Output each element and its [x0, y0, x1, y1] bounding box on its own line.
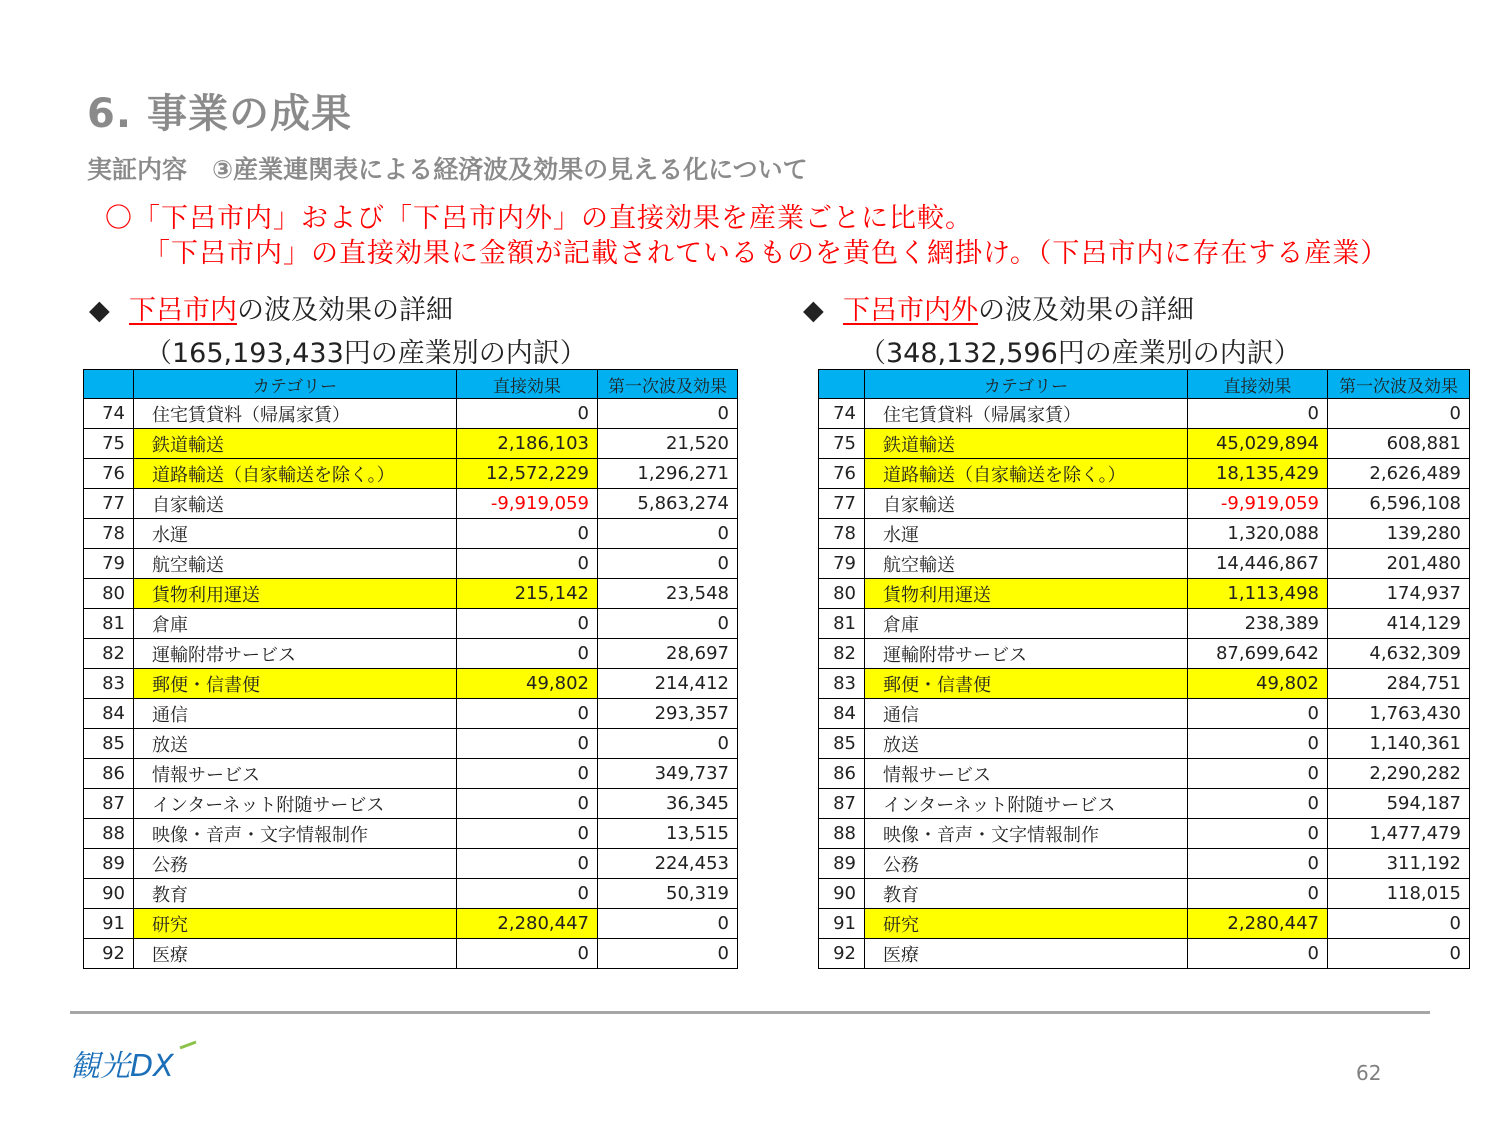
- row-number: 75: [84, 429, 134, 459]
- category-cell: 航空輸送: [865, 549, 1188, 579]
- category-cell: 自家輸送: [865, 489, 1188, 519]
- direct-effect-cell: 0: [1188, 699, 1328, 729]
- header-category: カテゴリー: [865, 370, 1188, 399]
- table-row: [84, 789, 738, 819]
- first-ripple-effect-cell: 0: [1328, 909, 1470, 939]
- row-number: 90: [84, 879, 134, 909]
- row-number: 87: [84, 789, 134, 819]
- first-ripple-effect-cell: 201,480: [1328, 549, 1470, 579]
- note-line-1: 〇「下呂市内」および「下呂市内外」の直接効果を産業ごとに比較。: [105, 203, 973, 234]
- category-cell: インターネット附随サービス: [134, 789, 457, 819]
- row-number: 83: [84, 669, 134, 699]
- direct-effect-cell: 0: [457, 639, 598, 669]
- kanko-dx-logo-mark: [70, 1040, 200, 1086]
- table-row: [819, 789, 1470, 819]
- header-direct-effect: 直接効果: [457, 370, 598, 399]
- table-row: [84, 579, 738, 609]
- direct-effect-cell: 0: [1188, 399, 1328, 429]
- table-row: [84, 459, 738, 489]
- direct-effect-cell: 0: [457, 939, 598, 969]
- category-cell: 道路輸送（自家輸送を除く。）: [134, 459, 457, 489]
- category-cell: 鉄道輸送: [865, 429, 1188, 459]
- table-row: [819, 819, 1470, 849]
- table-row: [84, 759, 738, 789]
- right-effects-table: [818, 369, 1470, 969]
- table-row: [819, 939, 1470, 969]
- direct-effect-cell: 0: [1188, 819, 1328, 849]
- first-ripple-effect-cell: 608,881: [1328, 429, 1470, 459]
- category-cell: 研究: [134, 909, 457, 939]
- row-number: 89: [819, 849, 865, 879]
- table-row: [84, 849, 738, 879]
- category-cell: 自家輸送: [134, 489, 457, 519]
- table-row: [819, 609, 1470, 639]
- direct-effect-cell: 14,446,867: [1188, 549, 1328, 579]
- category-cell: 運輸附帯サービス: [865, 639, 1188, 669]
- category-cell: 貨物利用運送: [865, 579, 1188, 609]
- direct-effect-cell: 49,802: [457, 669, 598, 699]
- first-ripple-effect-cell: 349,737: [598, 759, 738, 789]
- category-cell: 通信: [134, 699, 457, 729]
- row-number: 87: [819, 789, 865, 819]
- direct-effect-cell: 2,186,103: [457, 429, 598, 459]
- table-row: [84, 729, 738, 759]
- row-number: 77: [819, 489, 865, 519]
- table-row: [819, 729, 1470, 759]
- direct-effect-cell: 0: [457, 789, 598, 819]
- first-ripple-effect-cell: 6,596,108: [1328, 489, 1470, 519]
- row-number: 80: [819, 579, 865, 609]
- direct-effect-cell: 215,142: [457, 579, 598, 609]
- right-section-heading: [803, 288, 1301, 370]
- category-cell: 医療: [865, 939, 1188, 969]
- page-title: 6. 事業の成果: [87, 91, 352, 137]
- category-cell: 貨物利用運送: [134, 579, 457, 609]
- category-cell: 倉庫: [865, 609, 1188, 639]
- header-first-ripple-effect: 第一次波及効果: [1328, 370, 1470, 399]
- kanko-dx-logo: [70, 1040, 200, 1086]
- direct-effect-cell: 2,280,447: [1188, 909, 1328, 939]
- direct-effect-cell: 49,802: [1188, 669, 1328, 699]
- table-row: [819, 489, 1470, 519]
- row-number: 74: [84, 399, 134, 429]
- first-ripple-effect-cell: 118,015: [1328, 879, 1470, 909]
- direct-effect-cell: 0: [457, 879, 598, 909]
- first-ripple-effect-cell: 28,697: [598, 639, 738, 669]
- category-cell: 郵便・信書便: [865, 669, 1188, 699]
- direct-effect-cell: 0: [1188, 759, 1328, 789]
- row-number: 81: [819, 609, 865, 639]
- category-cell: 住宅賃貸料（帰属家賃）: [865, 399, 1188, 429]
- table-row: [84, 399, 738, 429]
- category-cell: 映像・音声・文字情報制作: [134, 819, 457, 849]
- first-ripple-effect-cell: 1,140,361: [1328, 729, 1470, 759]
- table-row: [819, 579, 1470, 609]
- left-heading-highlight: 下呂市内: [129, 295, 237, 326]
- table-row: [819, 879, 1470, 909]
- table-row: [819, 759, 1470, 789]
- direct-effect-cell: 0: [1188, 879, 1328, 909]
- direct-effect-cell: 18,135,429: [1188, 459, 1328, 489]
- direct-effect-cell: -9,919,059: [457, 489, 598, 519]
- row-number: 84: [819, 699, 865, 729]
- category-cell: 医療: [134, 939, 457, 969]
- row-number: 82: [819, 639, 865, 669]
- category-cell: インターネット附随サービス: [865, 789, 1188, 819]
- row-number: 81: [84, 609, 134, 639]
- direct-effect-cell: 0: [457, 819, 598, 849]
- direct-effect-cell: 0: [457, 549, 598, 579]
- table-header-row: [819, 370, 1470, 399]
- direct-effect-cell: 87,699,642: [1188, 639, 1328, 669]
- table-row: [84, 489, 738, 519]
- first-ripple-effect-cell: 13,515: [598, 819, 738, 849]
- direct-effect-cell: 0: [457, 729, 598, 759]
- table-row: [84, 549, 738, 579]
- category-cell: 公務: [865, 849, 1188, 879]
- first-ripple-effect-cell: 0: [1328, 399, 1470, 429]
- direct-effect-cell: 0: [457, 399, 598, 429]
- direct-effect-cell: 0: [1188, 729, 1328, 759]
- category-cell: 鉄道輸送: [134, 429, 457, 459]
- row-number: 76: [84, 459, 134, 489]
- direct-effect-cell: 0: [457, 699, 598, 729]
- row-number: 79: [84, 549, 134, 579]
- category-cell: 教育: [865, 879, 1188, 909]
- table-row: [84, 909, 738, 939]
- direct-effect-cell: 12,572,229: [457, 459, 598, 489]
- row-number: 78: [819, 519, 865, 549]
- category-cell: 倉庫: [134, 609, 457, 639]
- first-ripple-effect-cell: 224,453: [598, 849, 738, 879]
- first-ripple-effect-cell: 0: [1328, 939, 1470, 969]
- row-number: 83: [819, 669, 865, 699]
- row-number: 86: [819, 759, 865, 789]
- category-cell: 情報サービス: [865, 759, 1188, 789]
- row-number: 89: [84, 849, 134, 879]
- row-number: 80: [84, 579, 134, 609]
- table-row: [84, 429, 738, 459]
- table-row: [84, 669, 738, 699]
- page-number: 62: [1356, 1061, 1382, 1085]
- category-cell: 住宅賃貸料（帰属家賃）: [134, 399, 457, 429]
- direct-effect-cell: 0: [457, 849, 598, 879]
- direct-effect-cell: 2,280,447: [457, 909, 598, 939]
- table-row: [819, 429, 1470, 459]
- first-ripple-effect-cell: 284,751: [1328, 669, 1470, 699]
- left-heading-total: （165,193,433円の産業別の内訳）: [145, 338, 587, 369]
- category-cell: 放送: [134, 729, 457, 759]
- left-effects-table: [83, 369, 738, 969]
- first-ripple-effect-cell: 0: [598, 609, 738, 639]
- note-line-2: 「下呂市内」の直接効果に金額が記載されているものを黄色く網掛け。（下呂市内に存在する産業）: [143, 238, 1389, 269]
- first-ripple-effect-cell: 21,520: [598, 429, 738, 459]
- footer-divider: [70, 1011, 1430, 1014]
- first-ripple-effect-cell: 0: [598, 549, 738, 579]
- category-cell: 教育: [134, 879, 457, 909]
- first-ripple-effect-cell: 0: [598, 729, 738, 759]
- category-cell: 放送: [865, 729, 1188, 759]
- diamond-bullet-icon: ◆: [89, 295, 110, 326]
- row-number: 76: [819, 459, 865, 489]
- category-cell: 情報サービス: [134, 759, 457, 789]
- first-ripple-effect-cell: 4,632,309: [1328, 639, 1470, 669]
- table-row: [819, 519, 1470, 549]
- first-ripple-effect-cell: 50,319: [598, 879, 738, 909]
- row-number: 78: [84, 519, 134, 549]
- direct-effect-cell: 0: [1188, 789, 1328, 819]
- right-heading-total: （348,132,596円の産業別の内訳）: [859, 338, 1301, 369]
- direct-effect-cell: 45,029,894: [1188, 429, 1328, 459]
- category-cell: 通信: [865, 699, 1188, 729]
- category-cell: 運輸附帯サービス: [134, 639, 457, 669]
- header-no: [819, 370, 865, 399]
- table-row: [84, 699, 738, 729]
- direct-effect-cell: 0: [457, 759, 598, 789]
- first-ripple-effect-cell: 1,477,479: [1328, 819, 1470, 849]
- category-cell: 水運: [865, 519, 1188, 549]
- table-row: [819, 549, 1470, 579]
- table-row: [84, 519, 738, 549]
- first-ripple-effect-cell: 139,280: [1328, 519, 1470, 549]
- table-row: [819, 909, 1470, 939]
- category-cell: 道路輸送（自家輸送を除く。）: [865, 459, 1188, 489]
- first-ripple-effect-cell: 5,863,274: [598, 489, 738, 519]
- table-row: [819, 669, 1470, 699]
- row-number: 85: [84, 729, 134, 759]
- first-ripple-effect-cell: 174,937: [1328, 579, 1470, 609]
- table-row: [819, 459, 1470, 489]
- row-number: 92: [819, 939, 865, 969]
- first-ripple-effect-cell: 0: [598, 909, 738, 939]
- row-number: 86: [84, 759, 134, 789]
- row-number: 77: [84, 489, 134, 519]
- row-number: 88: [84, 819, 134, 849]
- first-ripple-effect-cell: 0: [598, 939, 738, 969]
- table-row: [84, 819, 738, 849]
- direct-effect-cell: 0: [457, 519, 598, 549]
- table-row: [84, 879, 738, 909]
- row-number: 92: [84, 939, 134, 969]
- category-cell: 航空輸送: [134, 549, 457, 579]
- first-ripple-effect-cell: 0: [598, 519, 738, 549]
- left-heading-rest: の波及効果の詳細: [237, 295, 453, 326]
- table-row: [84, 939, 738, 969]
- row-number: 91: [84, 909, 134, 939]
- first-ripple-effect-cell: 2,626,489: [1328, 459, 1470, 489]
- category-cell: 公務: [134, 849, 457, 879]
- right-heading-highlight: 下呂市内外: [843, 295, 978, 326]
- direct-effect-cell: 1,320,088: [1188, 519, 1328, 549]
- table-header-row: [84, 370, 738, 399]
- first-ripple-effect-cell: 214,412: [598, 669, 738, 699]
- table-row: [819, 639, 1470, 669]
- diamond-bullet-icon: ◆: [803, 295, 824, 326]
- row-number: 79: [819, 549, 865, 579]
- row-number: 84: [84, 699, 134, 729]
- direct-effect-cell: 238,389: [1188, 609, 1328, 639]
- category-cell: 研究: [865, 909, 1188, 939]
- first-ripple-effect-cell: 414,129: [1328, 609, 1470, 639]
- first-ripple-effect-cell: 36,345: [598, 789, 738, 819]
- row-number: 74: [819, 399, 865, 429]
- direct-effect-cell: 0: [1188, 849, 1328, 879]
- table-row: [84, 639, 738, 669]
- first-ripple-effect-cell: 0: [598, 399, 738, 429]
- first-ripple-effect-cell: 23,548: [598, 579, 738, 609]
- first-ripple-effect-cell: 594,187: [1328, 789, 1470, 819]
- table-row: [819, 699, 1470, 729]
- direct-effect-cell: 0: [1188, 939, 1328, 969]
- table-row: [819, 849, 1470, 879]
- row-number: 75: [819, 429, 865, 459]
- category-cell: 映像・音声・文字情報制作: [865, 819, 1188, 849]
- row-number: 82: [84, 639, 134, 669]
- row-number: 90: [819, 879, 865, 909]
- table-row: [819, 399, 1470, 429]
- direct-effect-cell: -9,919,059: [1188, 489, 1328, 519]
- first-ripple-effect-cell: 1,296,271: [598, 459, 738, 489]
- header-category: カテゴリー: [134, 370, 457, 399]
- row-number: 91: [819, 909, 865, 939]
- right-heading-rest: の波及効果の詳細: [978, 295, 1194, 326]
- header-first-ripple-effect: 第一次波及効果: [598, 370, 738, 399]
- category-cell: 郵便・信書便: [134, 669, 457, 699]
- row-number: 85: [819, 729, 865, 759]
- table-row: [84, 609, 738, 639]
- first-ripple-effect-cell: 311,192: [1328, 849, 1470, 879]
- left-section-heading: [89, 288, 587, 370]
- category-cell: 水運: [134, 519, 457, 549]
- header-direct-effect: 直接効果: [1188, 370, 1328, 399]
- page-subtitle: 実証内容 ③産業連関表による経済波及効果の見える化について: [87, 155, 808, 184]
- logo-text: 観光DX: [70, 1049, 174, 1084]
- first-ripple-effect-cell: 2,290,282: [1328, 759, 1470, 789]
- row-number: 88: [819, 819, 865, 849]
- direct-effect-cell: 0: [457, 609, 598, 639]
- first-ripple-effect-cell: 293,357: [598, 699, 738, 729]
- first-ripple-effect-cell: 1,763,430: [1328, 699, 1470, 729]
- direct-effect-cell: 1,113,498: [1188, 579, 1328, 609]
- header-no: [84, 370, 134, 399]
